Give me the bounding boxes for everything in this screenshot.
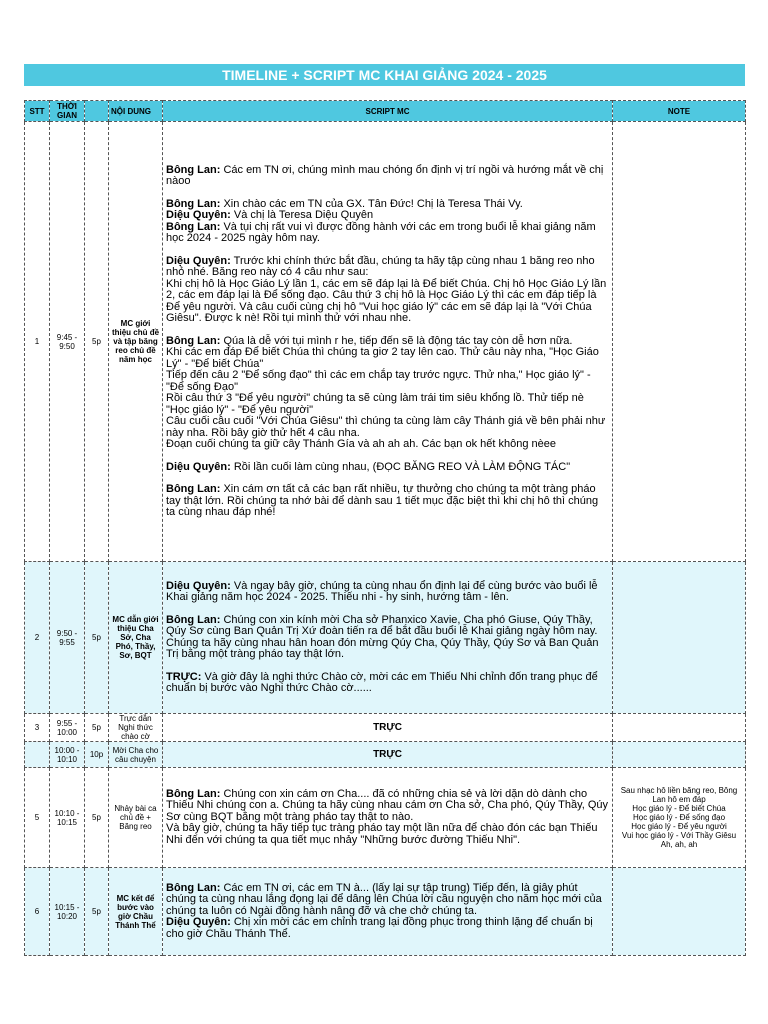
- script-paragraph: [166, 789, 609, 847]
- row-script: [163, 714, 613, 742]
- row-duration: 5p: [85, 714, 109, 742]
- header-row: [25, 101, 746, 122]
- speaker-line: Và ngay bây giờ, chúng ta cùng nhau ổn định lại để cùng bước vào buổi lễ Khai giảng năm học 2024 - 2025. Thiếu nhi - hy sinh, hướng tâm - lên.: [166, 579, 598, 603]
- row-note: [613, 868, 746, 956]
- row-time: 10:00 - 10:10: [50, 742, 85, 768]
- table-row: [25, 768, 746, 868]
- script-paragraph: [166, 581, 609, 604]
- row-time: 9:45 - 9:50: [50, 122, 85, 562]
- script-paragraph: [166, 256, 609, 325]
- row-note: Sau nhạc hô liền băng reo, Bông Lan hô em đáp Học giáo lý - Để biết Chúa Học giáo lý - Để sống đạo Học giáo lý - Để yêu người Vui học giáo lý - Với Thầy Giêsu Ah, ah, ah: [613, 768, 746, 868]
- row-content: MC kết để bước vào giờ Chầu Thánh Thể: [109, 868, 163, 956]
- speaker-name: Bông Lan:: [166, 220, 221, 233]
- row-script: [163, 868, 613, 956]
- speaker-name: Bông Lan:: [166, 197, 221, 210]
- speaker-line: Rồi lần cuối làm cùng nhau, (ĐỌC BĂNG REO VÀ LÀM ĐỘNG TÁC": [230, 460, 571, 473]
- table-row: [25, 562, 746, 714]
- row-note: [613, 122, 746, 562]
- speaker-name: Bông Lan:: [166, 881, 221, 894]
- script-paragraph: [166, 672, 609, 695]
- speaker-name: Bông Lan:: [166, 787, 221, 800]
- row-stt: [25, 742, 50, 768]
- speaker-name: Diệu Quyên:: [166, 209, 231, 221]
- speaker-line: Và tụi chị rất vui vì được đồng hành với các em trong buổi lễ khai giảng năm học 2024 - 2025 ngày hôm nay.: [166, 220, 596, 244]
- row-script: [163, 742, 613, 768]
- header-duration: [85, 101, 109, 122]
- row-note: [613, 714, 746, 742]
- speaker-name: Diệu Quyên:: [166, 460, 231, 473]
- row-time: 9:50 - 9:55: [50, 562, 85, 714]
- row-content: MC dẫn giới thiệu Cha Sở, Cha Phó, Thầy, Sơ, BQT: [109, 562, 163, 714]
- row-duration: 5p: [85, 868, 109, 956]
- header-script: SCRIPT MC: [163, 101, 613, 122]
- row-note: [613, 562, 746, 714]
- row-content: Mời Cha cho câu chuyện: [109, 742, 163, 768]
- row-duration: 10p: [85, 742, 109, 768]
- speaker-line: Xin chào các em TN của GX. Tân Đức! Chị là Teresa Thái Vy.: [220, 197, 523, 210]
- speaker-line: Xin cám ơn tất cả các bạn rất nhiều, tự thưởng cho chúng ta một tràng pháo tay thật lớn. Rồi chúng ta nhớ bài để dành sau 1 tiết mục đặc biệt thì khi chị hô thì chúng ta cùng nhau đáp nhé!: [166, 483, 599, 518]
- row-duration: 5p: [85, 768, 109, 868]
- table-row: [25, 742, 746, 768]
- speaker-line: Chị xin mời các em chỉnh trang lại đồng phục trong thinh lặng để chuẩn bị cho giờ Chầu Thánh Thể.: [166, 916, 593, 940]
- row-stt: 1: [25, 122, 50, 562]
- row-duration: 5p: [85, 122, 109, 562]
- row-stt: 5: [25, 768, 50, 868]
- speaker-name: TRỰC:: [166, 670, 202, 683]
- row-content: Nhảy bài ca chủ đề + Băng reo: [109, 768, 163, 868]
- header-stt: STT: [25, 101, 50, 122]
- sheet-title: TIMELINE + SCRIPT MC KHAI GIẢNG 2024 - 2025: [24, 64, 745, 86]
- table-row: [25, 122, 746, 562]
- script-paragraph: [166, 484, 609, 519]
- header-time: THỜI GIAN: [50, 101, 85, 122]
- header-note: NOTE: [613, 101, 746, 122]
- script-paragraph: [166, 462, 609, 474]
- speaker-line: Các em TN ơi, chúng mình mau chóng ổn định vị trí ngồi và hướng mắt về chị nàoo: [166, 163, 604, 187]
- row-script: [163, 122, 613, 562]
- speaker-name: Diệu Quyên:: [166, 579, 231, 592]
- speaker-name: Bông Lan:: [166, 613, 221, 626]
- script-paragraph: [166, 615, 609, 661]
- script-paragraph: [166, 336, 609, 451]
- table-row: [25, 868, 746, 956]
- speaker-name: Bông Lan:: [166, 483, 221, 495]
- row-script: [163, 768, 613, 868]
- script-performer: TRỰC: [373, 748, 402, 760]
- speaker-line: Và giờ đây là nghi thức Chào cờ, mời các em Thiếu Nhi chỉnh đốn trang phục để chuẩn bị bước vào Nghi thức Chào cờ......: [166, 670, 598, 694]
- table-row: [25, 714, 746, 742]
- speaker-line: Trước khi chính thức bắt đầu, chúng ta hãy tập cùng nhau 1 băng reo nho nhỏ nhé. Băng reo này có 4 câu như sau: Khi chị hô là Học Giáo Lý lần 1, các em sẽ đáp lại là Để biết Chúa. Chị hô Học Giáo Lý lần 2, các em đáp lại là Để sống đạo. Câu thứ 3 chị hô là Học Giáo Lý thì các em đáp tiếp là Để yêu người. Và câu cuối cùng chị hô "Vui học giáo lý" các em sẽ đáp lại là "Với Chúa Giêsu". Được k nè! Rồi tụi mình thử với nhau nhe.: [166, 254, 607, 324]
- script-paragraph: [166, 165, 609, 188]
- row-time: 10:10 - 10:15: [50, 768, 85, 868]
- speaker-name: Bông Lan:: [166, 334, 221, 347]
- row-time: 10:15 - 10:20: [50, 868, 85, 956]
- timeline-table: [24, 100, 746, 956]
- header-content: NỘI DUNG: [109, 101, 163, 122]
- script-performer: TRỰC: [373, 721, 402, 733]
- row-content: MC giới thiệu chủ đề và tập băng reo chủ đề năm học: [109, 122, 163, 562]
- timeline-sheet: [24, 64, 745, 956]
- speaker-line: Chúng con xin kính mời Cha sở Phanxico Xavie, Cha phó Giuse, Qúy Thầy, Qúy Sơ cùng Ban Quản Trị Xứ đoàn tiến ra để bắt đầu buổi lễ Khai giảng ngày hôm nay. Chúng ta hãy cùng nhau hân hoan đón mừng Qúy Cha, Qúy Thầy, Qúy Sơ và Ban Quản Trị bằng một tràng pháo tay thật lớn.: [166, 613, 599, 660]
- row-duration: 5p: [85, 562, 109, 714]
- script-paragraph: [166, 199, 609, 245]
- script-paragraph: [166, 883, 609, 941]
- speaker-name: Bông Lan:: [166, 163, 221, 176]
- speaker-line: Chúng con xin cám ơn Cha.... đã có những chia sẻ và lời dặn dò dành cho Thiếu Nhi chúng con a. Chúng ta hãy cùng nhau cám ơn Cha sở, Cha phó, Qúy Thầy, Qúy Sơ cùng BQT bằng một tràng pháo tay thật to nào. Và bây giờ, chúng ta hãy tiếp tục tràng pháo tay một lần nữa để chào đón các bạn Thiếu Nhi đến với chúng ta qua tiết mục nhảy "Những bước đường Thiếu Nhi".: [166, 787, 609, 846]
- row-stt: 6: [25, 868, 50, 956]
- speaker-name: Diệu Quyên:: [166, 916, 231, 929]
- row-stt: 3: [25, 714, 50, 742]
- row-script: [163, 562, 613, 714]
- row-content: Trực dẫn Nghi thức chào cờ: [109, 714, 163, 742]
- table-body: [25, 122, 746, 956]
- row-stt: 2: [25, 562, 50, 714]
- speaker-name: Diệu Quyên:: [166, 254, 231, 267]
- speaker-line: Và chị là Teresa Diệu Quyên: [230, 209, 374, 221]
- speaker-line: Các em TN ơi, các em TN à... (lấy lại sự tập trung) Tiếp đến, là giây phút chúng ta cùng nhau lắng đọng lại để dâng lên Chúa lời cầu nguyện cho năm học mới của chúng ta luôn có Ngài đồng hành nâng đỡ và che chở chúng ta.: [166, 881, 602, 917]
- speaker-line: Qúa là dễ với tụi mình r he, tiếp đến sẽ là động tác tay còn dễ hơn nữa. Khi các em đáp Để biết Chúa thì chúng ta giơ 2 tay lên cao. Thử câu này nha, "Học Giáo Lý" - "Để biết Chúa" Tiếp đến câu 2 "Để sống đạo" thì các em chắp tay trước ngực. Thử nha," Học giáo lý" - "Để sống Đạo" Rồi câu thứ 3 "Để yêu người" chúng ta sẽ cùng làm trái tim siêu khổng lồ. Thử tiếp nè "Học giáo lý" - "Để yêu người" Câu cuối câu cuối "Với Chúa Giêsu" thì chúng ta cùng làm cây Thánh giá về bên phải như này nha. Rồi bây giờ thử hết 4 câu nha. Đoạn cuối chúng ta giữ cây Thánh Gía và ah ah ah. Các bạn ok hết không nèee: [166, 334, 606, 450]
- row-time: 9:55 - 10:00: [50, 714, 85, 742]
- row-note: [613, 742, 746, 768]
